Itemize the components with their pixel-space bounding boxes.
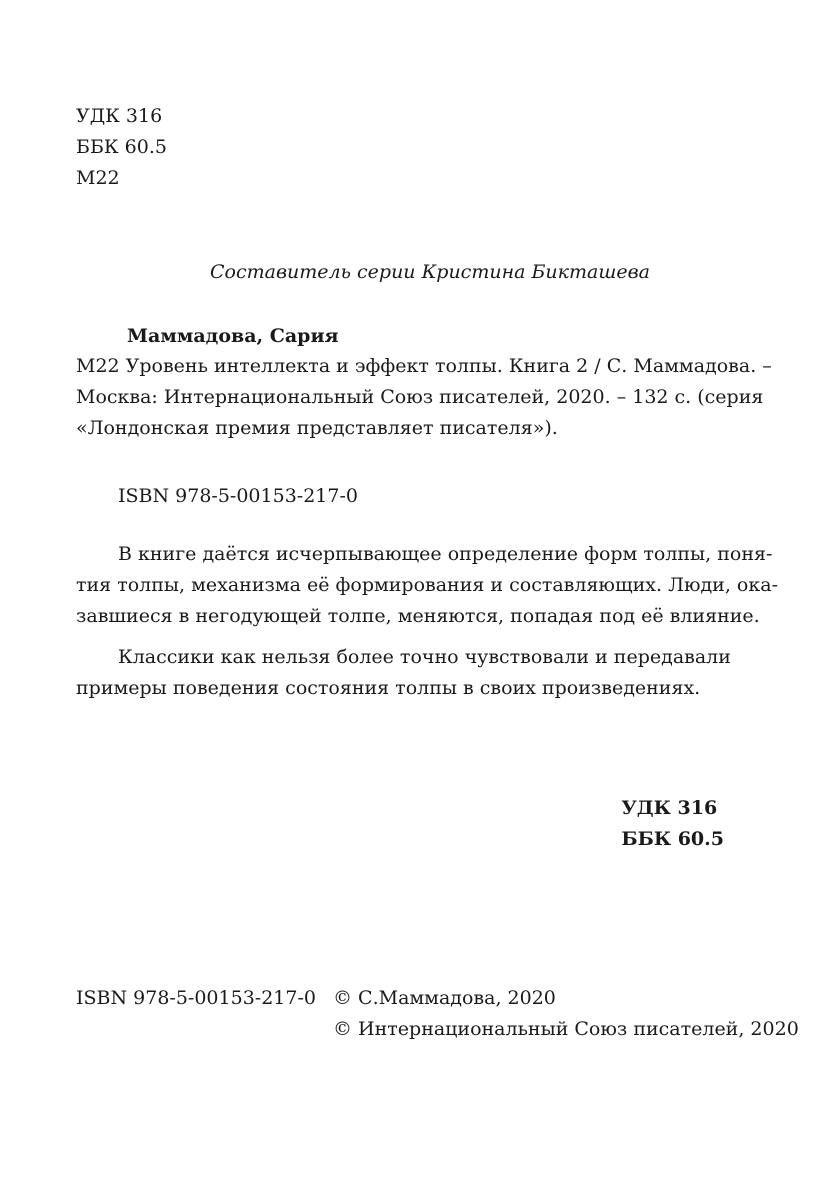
biblio-line-3: «Лондонская премия представляет писателя»). — [76, 417, 558, 439]
series-compiler: Составитель серии Кристина Бикташева — [210, 261, 650, 283]
biblio-line-2: Москва: Интернациональный Союз писателей, 2020. – 132 с. (серия — [76, 386, 764, 408]
udk-code: УДК 316 — [76, 105, 163, 127]
annotation-p1-line-1: В книге даётся исчерпывающее определение форм толпы, поня- — [118, 543, 773, 565]
annotation-p2-line-1: Классики как нельзя более точно чувствовали и передавали — [118, 646, 731, 668]
annotation-p1-line-2: тия толпы, механизма её формирования и составляющих. Люди, ока- — [76, 574, 778, 596]
biblio-author-mark: М22 — [76, 355, 120, 377]
copyright-author: © С.Маммадова, 2020 — [333, 987, 556, 1009]
annotation — [76, 539, 778, 704]
bbk-code-bold: ББК 60.5 — [621, 828, 724, 850]
bibliographic-description — [76, 351, 772, 444]
annotation-p1-line-3: завшиеся в негодующей толпе, меняются, попадая под её влияние. — [76, 605, 760, 627]
copyright-block — [333, 983, 799, 1045]
copyright-publisher: © Интернациональный Союз писателей, 2020 — [333, 1018, 799, 1040]
author-mark: М22 — [76, 167, 120, 189]
biblio-line-1 — [76, 351, 772, 382]
bbk-code: ББК 60.5 — [76, 136, 167, 158]
isbn-bottom: ISBN 978-5-00153-217-0 — [76, 987, 316, 1009]
top-classification-codes — [76, 101, 167, 194]
annotation-p2-line-2: примеры поведения состояния толпы в своих произведениях. — [76, 677, 701, 699]
author-name: Маммадова, Сария — [127, 325, 339, 347]
udk-code-bold: УДК 316 — [621, 797, 718, 819]
biblio-title-text: Уровень интеллекта и эффект толпы. Книга 2 / С. Маммадова. – — [125, 355, 772, 377]
isbn-middle: ISBN 978-5-00153-217-0 — [118, 485, 358, 507]
bottom-classification-codes — [621, 793, 724, 855]
